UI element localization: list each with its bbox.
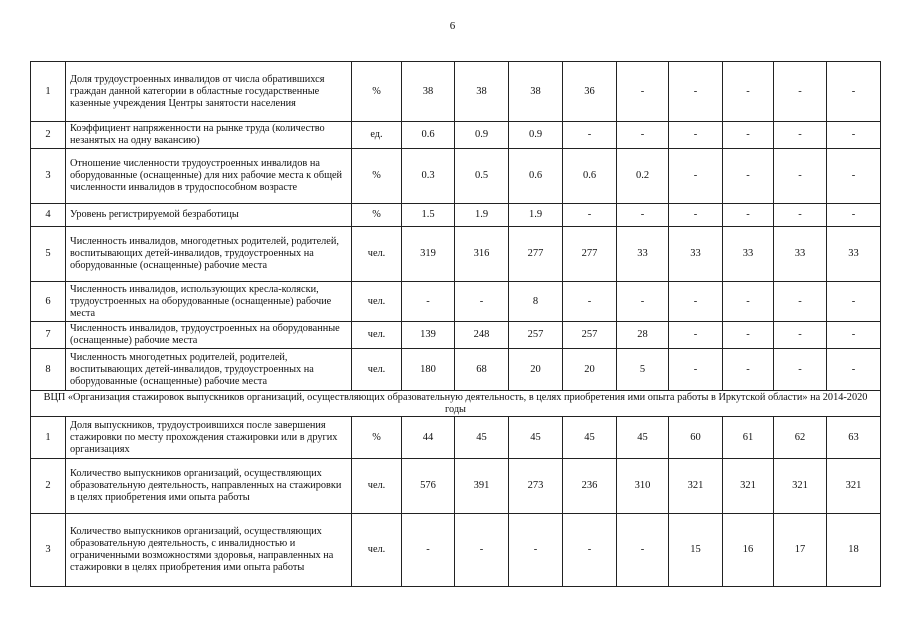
indicator-name: Доля трудоустроенных инвалидов от числа обратившихся граждан данной категории в областные государственные казенные учреждения Центры занятости населения — [66, 62, 352, 122]
value-cell: 33 — [774, 227, 827, 282]
value-cell: 45 — [509, 417, 563, 459]
indicator-name: Уровень регистрируемой безработицы — [66, 204, 352, 227]
value-cell: 60 — [669, 417, 723, 459]
value-cell: 1.5 — [402, 204, 455, 227]
value-cell: 139 — [402, 322, 455, 349]
value-cell: 0.6 — [509, 149, 563, 204]
value-cell: 16 — [723, 514, 774, 587]
table-row — [31, 149, 881, 204]
value-cell: - — [563, 282, 617, 322]
value-cell: 391 — [455, 459, 509, 514]
value-cell: - — [723, 204, 774, 227]
value-cell: 33 — [723, 227, 774, 282]
unit-cell: % — [352, 62, 402, 122]
value-cell: 61 — [723, 417, 774, 459]
value-cell: 62 — [774, 417, 827, 459]
table-row — [31, 459, 881, 514]
unit-cell: чел. — [352, 322, 402, 349]
row-number: 3 — [31, 149, 66, 204]
value-cell: 0.3 — [402, 149, 455, 204]
value-cell: - — [563, 204, 617, 227]
value-cell: 257 — [509, 322, 563, 349]
section-row — [31, 391, 881, 417]
indicator-name: Доля выпускников, трудоустроившихся после завершения стажировки по месту прохождения стажировки или в других организациях — [66, 417, 352, 459]
table-row — [31, 322, 881, 349]
value-cell: - — [723, 62, 774, 122]
value-cell: 45 — [563, 417, 617, 459]
value-cell: - — [509, 514, 563, 587]
value-cell: - — [669, 322, 723, 349]
value-cell: 321 — [669, 459, 723, 514]
table-row — [31, 282, 881, 322]
value-cell: - — [774, 204, 827, 227]
value-cell: - — [723, 349, 774, 391]
value-cell: 20 — [563, 349, 617, 391]
value-cell: 321 — [827, 459, 881, 514]
row-number: 1 — [31, 417, 66, 459]
unit-cell: чел. — [352, 349, 402, 391]
value-cell: 310 — [617, 459, 669, 514]
value-cell: 273 — [509, 459, 563, 514]
value-cell: 321 — [723, 459, 774, 514]
table-row — [31, 227, 881, 282]
value-cell: - — [774, 349, 827, 391]
indicator-name: Численность многодетных родителей, родителей, воспитывающих детей-инвалидов, трудоустроенных на оборудованные (оснащенные) рабочие места — [66, 349, 352, 391]
table-row — [31, 204, 881, 227]
value-cell: 277 — [509, 227, 563, 282]
value-cell: 36 — [563, 62, 617, 122]
value-cell: 20 — [509, 349, 563, 391]
table-row — [31, 514, 881, 587]
value-cell: - — [827, 282, 881, 322]
value-cell: 0.6 — [402, 122, 455, 149]
unit-cell: чел. — [352, 282, 402, 322]
value-cell: 38 — [455, 62, 509, 122]
unit-cell: % — [352, 417, 402, 459]
section-title: ВЦП «Организация стажировок выпускников организаций, осуществляющих образовательную деятельность, в целях приобретения ими опыта работы в Иркутской области» на 2014-2020 годы — [31, 391, 881, 417]
value-cell: - — [774, 62, 827, 122]
value-cell: - — [774, 322, 827, 349]
value-cell: 33 — [617, 227, 669, 282]
value-cell: - — [669, 282, 723, 322]
value-cell: - — [617, 122, 669, 149]
table-body-part1 — [31, 62, 881, 391]
value-cell: 1.9 — [455, 204, 509, 227]
indicator-name: Отношение численности трудоустроенных инвалидов на оборудованные (оснащенные) для них рабочие места к общей численности инвалидов в трудоспособном возрасте — [66, 149, 352, 204]
value-cell: - — [402, 282, 455, 322]
value-cell: 45 — [617, 417, 669, 459]
row-number: 6 — [31, 282, 66, 322]
unit-cell: чел. — [352, 459, 402, 514]
value-cell: 8 — [509, 282, 563, 322]
value-cell: - — [723, 149, 774, 204]
unit-cell: % — [352, 204, 402, 227]
value-cell: - — [563, 514, 617, 587]
value-cell: 248 — [455, 322, 509, 349]
value-cell: - — [827, 122, 881, 149]
table-section — [31, 391, 881, 417]
row-number: 5 — [31, 227, 66, 282]
value-cell: - — [774, 122, 827, 149]
value-cell: - — [774, 282, 827, 322]
value-cell: - — [617, 282, 669, 322]
value-cell: 257 — [563, 322, 617, 349]
value-cell: 576 — [402, 459, 455, 514]
table-row — [31, 349, 881, 391]
value-cell: 18 — [827, 514, 881, 587]
value-cell: - — [402, 514, 455, 587]
value-cell: 0.9 — [509, 122, 563, 149]
indicator-name: Количество выпускников организаций, осуществляющих образовательную деятельность, с инвалидностью и ограниченными возможностями здоровья, направленных на стажировки в целях приобретения ими опыта работы — [66, 514, 352, 587]
value-cell: 15 — [669, 514, 723, 587]
indicator-name: Коэффициент напряженности на рынке труда (количество незанятых на одну вакансию) — [66, 122, 352, 149]
indicator-name: Численность инвалидов, трудоустроенных на оборудованные (оснащенные) рабочие места — [66, 322, 352, 349]
value-cell: - — [723, 122, 774, 149]
value-cell: 38 — [402, 62, 455, 122]
value-cell: - — [669, 149, 723, 204]
unit-cell: чел. — [352, 227, 402, 282]
row-number: 2 — [31, 459, 66, 514]
value-cell: 28 — [617, 322, 669, 349]
value-cell: 277 — [563, 227, 617, 282]
value-cell: 17 — [774, 514, 827, 587]
value-cell: - — [617, 204, 669, 227]
row-number: 2 — [31, 122, 66, 149]
row-number: 1 — [31, 62, 66, 122]
value-cell: - — [827, 322, 881, 349]
value-cell: 38 — [509, 62, 563, 122]
value-cell: 319 — [402, 227, 455, 282]
table-row — [31, 122, 881, 149]
indicator-name: Численность инвалидов, использующих кресла-коляски, трудоустроенных на оборудованные (оснащенные) рабочие места — [66, 282, 352, 322]
value-cell: 33 — [669, 227, 723, 282]
value-cell: 44 — [402, 417, 455, 459]
indicators-table — [30, 61, 881, 587]
table-row — [31, 417, 881, 459]
value-cell: - — [455, 282, 509, 322]
row-number: 8 — [31, 349, 66, 391]
value-cell: 0.9 — [455, 122, 509, 149]
value-cell: - — [723, 282, 774, 322]
value-cell: 321 — [774, 459, 827, 514]
value-cell: 5 — [617, 349, 669, 391]
value-cell: - — [827, 349, 881, 391]
indicator-name: Количество выпускников организаций, осуществляющих образовательную деятельность, направленных на стажировки в целях приобретения ими опыта работы — [66, 459, 352, 514]
row-number: 4 — [31, 204, 66, 227]
unit-cell: % — [352, 149, 402, 204]
value-cell: - — [563, 122, 617, 149]
value-cell: - — [827, 204, 881, 227]
value-cell: - — [617, 62, 669, 122]
value-cell: 63 — [827, 417, 881, 459]
value-cell: - — [669, 122, 723, 149]
value-cell: 0.5 — [455, 149, 509, 204]
value-cell: 33 — [827, 227, 881, 282]
row-number: 7 — [31, 322, 66, 349]
value-cell: - — [669, 204, 723, 227]
value-cell: - — [617, 514, 669, 587]
value-cell: - — [723, 322, 774, 349]
unit-cell: чел. — [352, 514, 402, 587]
table-body-part2 — [31, 417, 881, 587]
value-cell: 180 — [402, 349, 455, 391]
indicator-name: Численность инвалидов, многодетных родителей, родителей, воспитывающих детей-инвалидов, трудоустроенных на оборудованные (оснащенные) рабочие места — [66, 227, 352, 282]
value-cell: 236 — [563, 459, 617, 514]
value-cell: - — [455, 514, 509, 587]
value-cell: - — [669, 62, 723, 122]
value-cell: - — [669, 349, 723, 391]
value-cell: - — [774, 149, 827, 204]
value-cell: 0.2 — [617, 149, 669, 204]
value-cell: 1.9 — [509, 204, 563, 227]
unit-cell: ед. — [352, 122, 402, 149]
page-number: 6 — [449, 20, 456, 32]
value-cell: 45 — [455, 417, 509, 459]
value-cell: - — [827, 149, 881, 204]
row-number: 3 — [31, 514, 66, 587]
value-cell: 316 — [455, 227, 509, 282]
table-row — [31, 62, 881, 122]
value-cell: - — [827, 62, 881, 122]
value-cell: 68 — [455, 349, 509, 391]
value-cell: 0.6 — [563, 149, 617, 204]
